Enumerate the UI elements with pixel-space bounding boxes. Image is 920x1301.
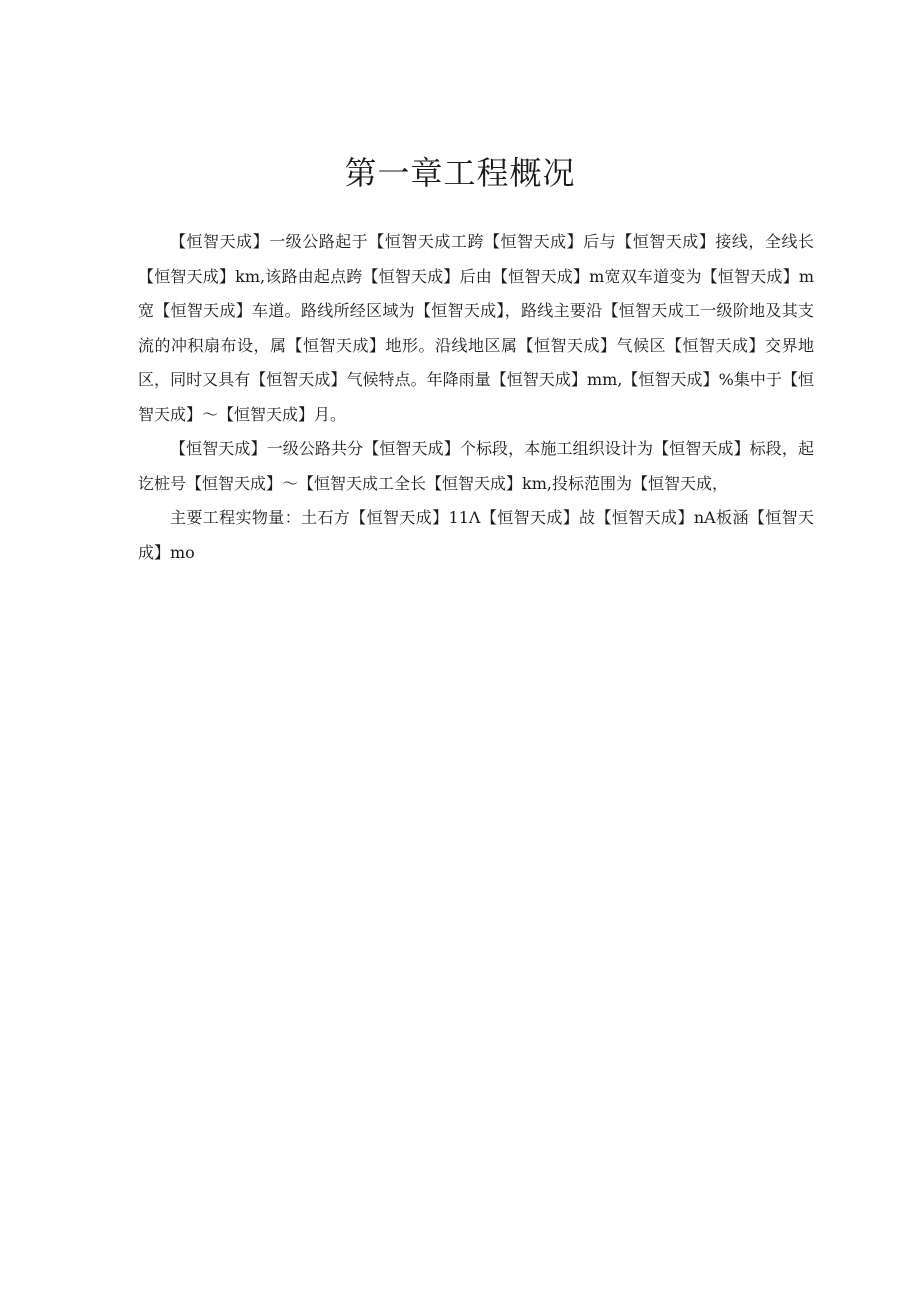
document-body: [138, 225, 814, 570]
paragraph-project-overview: 【恒智天成】一级公路起于【恒智天成工跨【恒智天成】后与【恒智天成】接线，全线长【恒智天成】km,该路由起点跨【恒智天成】后由【恒智天成】m宽双车道变为【恒智天成】m宽【恒智天成】车道。路线所经区域为【恒智天成】，路线主要沿【恒智天成工一级阶地及其支流的冲积扇布设，属【恒智天成】地形。沿线地区属【恒智天成】气候区【恒智天成】交界地区，同时又具有【恒智天成】气候特点。年降雨量【恒智天成】mm,【恒智天成】%集中于【恒智天成】～【恒智天成】月。: [138, 232, 814, 424]
paragraph-bid-sections: 【恒智天成】一级公路共分【恒智天成】个标段，本施工组织设计为【恒智天成】标段，起讫桩号【恒智天成】～【恒智天成工全长【恒智天成】km,投标范围为【恒智天成，: [138, 439, 814, 493]
page-title: 第一章工程概况: [344, 154, 576, 192]
paragraph-main-quantities: 主要工程实物量：土石方【恒智天成】11Λ【恒智天成】敁【恒智天成】nA板涵【恒智天成】mo: [138, 508, 814, 562]
